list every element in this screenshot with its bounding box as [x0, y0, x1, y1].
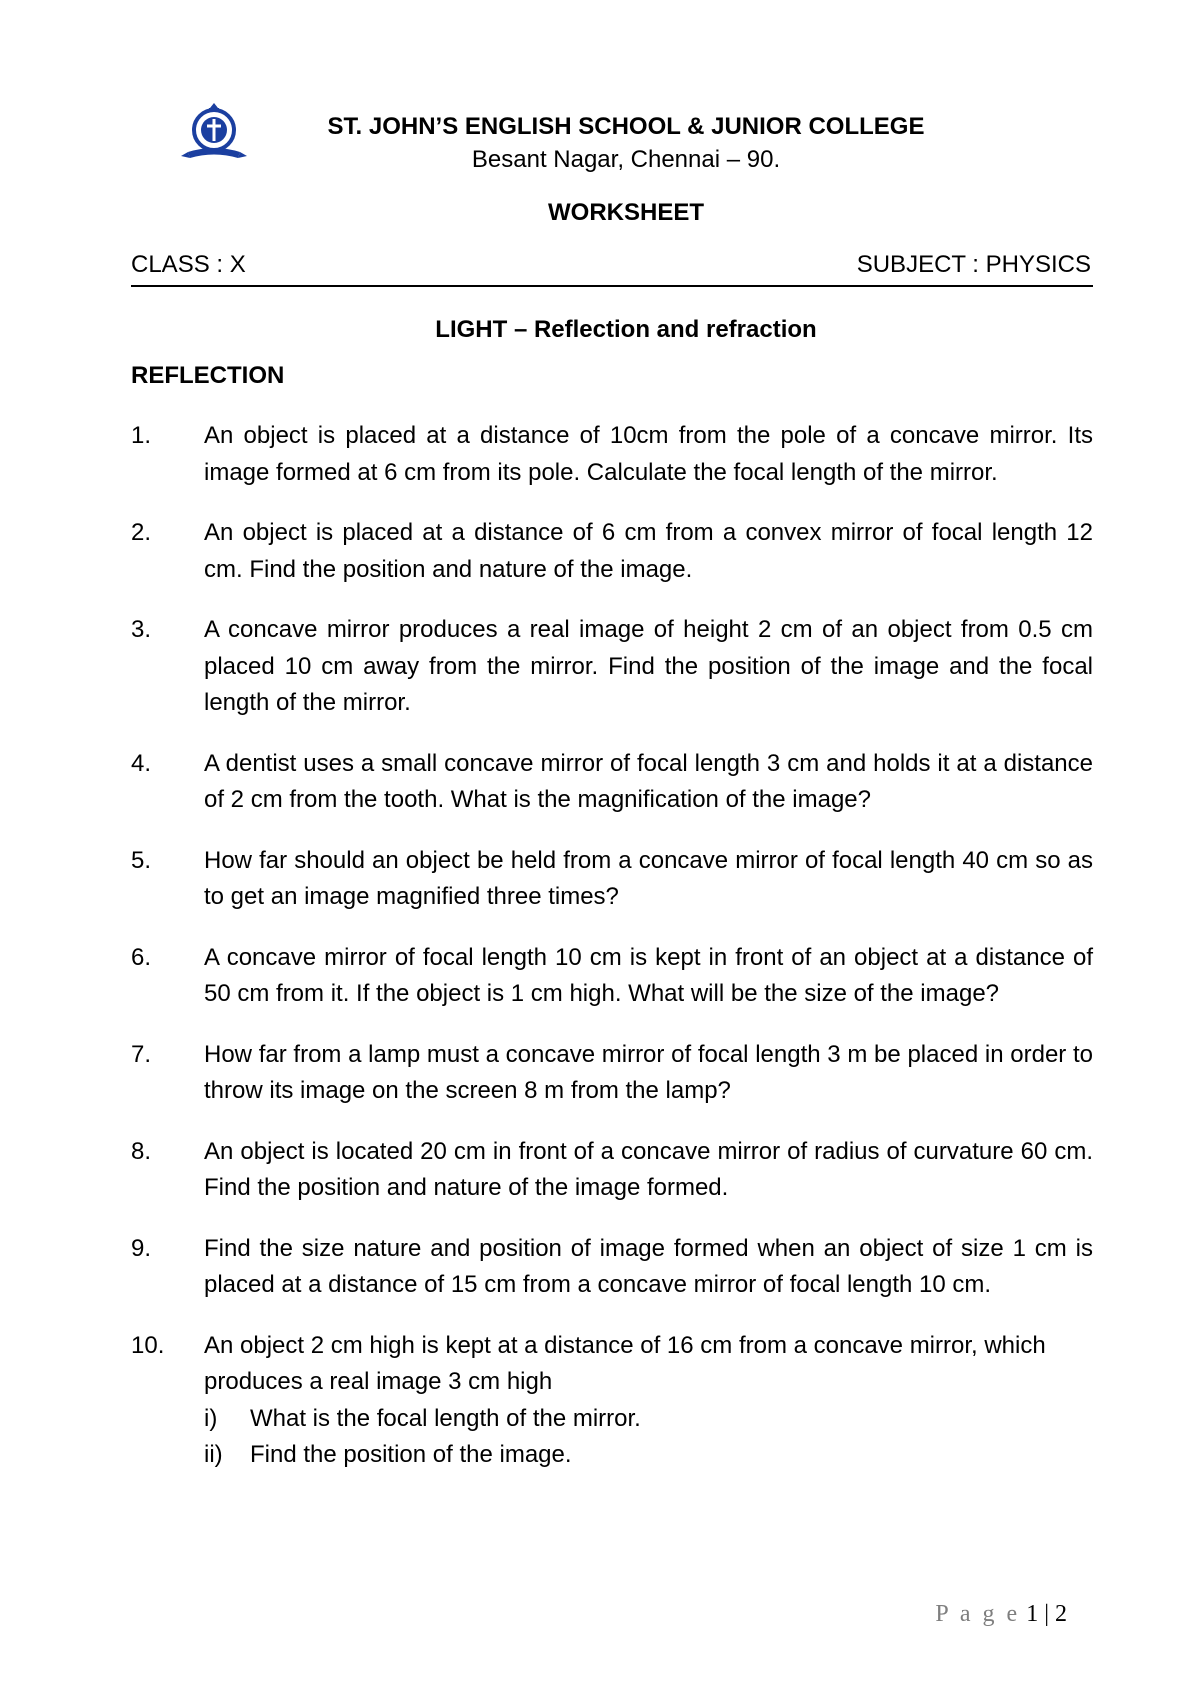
- header-divider: [131, 285, 1093, 287]
- subject-label: SUBJECT : PHYSICS: [856, 251, 1091, 278]
- question-item: [131, 515, 1093, 588]
- class-label: CLASS : X: [131, 251, 246, 278]
- question-item: [131, 612, 1093, 722]
- question-item: [131, 940, 1093, 1013]
- question-number: 7.: [131, 1040, 152, 1068]
- question-text: How far from a lamp must a concave mirror of focal length 3 m be placed in order to throw its image on the screen 8 m from the lamp?: [204, 1040, 1093, 1104]
- sub-question-text: What is the focal length of the mirror.: [250, 1404, 641, 1432]
- question-number: 8.: [131, 1137, 152, 1165]
- question-number: 6.: [131, 943, 152, 971]
- question-text: An object is placed at a distance of 6 cm from a convex mirror of focal length 12 cm. Find the position and nature of the image.: [204, 519, 1093, 583]
- question-item: [131, 746, 1093, 819]
- question-item: [131, 418, 1093, 491]
- section-heading: REFLECTION: [131, 362, 285, 389]
- question-item: [131, 1134, 1093, 1207]
- question-text: An object is located 20 cm in front of a concave mirror of radius of curvature 60 cm. Find the position and nature of the image formed.: [204, 1137, 1093, 1201]
- worksheet-title: WORKSHEET: [548, 199, 704, 226]
- question-list: [131, 418, 1093, 1498]
- question-body: [204, 1328, 1093, 1474]
- question-number: 1.: [131, 422, 152, 449]
- page-footer: [935, 1601, 1067, 1628]
- question-text: An object is placed at a distance of 10cm from the pole of a concave mirror. Its image formed at 6 cm from its pole. Calculate the focal length of the mirror.: [204, 422, 1093, 486]
- question-text: How far should an object be held from a concave mirror of focal length 40 cm so as to get an image magnified three times?: [204, 846, 1093, 910]
- question-number: 4.: [131, 749, 152, 777]
- question-text: Find the size nature and position of image formed when an object of size 1 cm is placed at a distance of 15 cm from a concave mirror of focal length 10 cm.: [204, 1234, 1093, 1298]
- question-text: A dentist uses a small concave mirror of focal length 3 cm and holds it at a distance of 2 cm from the tooth. What is the magnification of the image?: [204, 749, 1093, 813]
- class-subject-row: [131, 251, 1091, 279]
- page-number: 1 | 2: [1026, 1601, 1067, 1627]
- school-address: Besant Nagar, Chennai – 90.: [471, 146, 781, 173]
- question-text: An object 2 cm high is kept at a distance of 16 cm from a concave mirror, which produces a real image 3 cm high: [204, 1331, 1046, 1395]
- page-label: P a g e: [935, 1601, 1021, 1627]
- question-item: [131, 843, 1093, 916]
- question-item: [131, 1328, 1093, 1474]
- question-item: [131, 1037, 1093, 1110]
- sub-question-item: [204, 1437, 1093, 1474]
- question-number: 3.: [131, 616, 152, 643]
- question-text: A concave mirror of focal length 10 cm is kept in front of an object at a distance of 50 cm from it. If the object is 1 cm high. What will be the size of the image?: [204, 943, 1093, 1007]
- sub-question-number: i): [204, 1404, 218, 1432]
- question-number: 9.: [131, 1234, 152, 1262]
- topic-heading: LIGHT – Reflection and refraction: [435, 316, 817, 343]
- question-number: 2.: [131, 519, 152, 546]
- question-item: [131, 1231, 1093, 1304]
- school-name: ST. JOHN’S ENGLISH SCHOOL & JUNIOR COLLEGE: [327, 113, 925, 140]
- question-number: 5.: [131, 846, 152, 874]
- sub-question-item: [204, 1401, 1093, 1438]
- question-number: 10.: [131, 1331, 165, 1359]
- question-text: A concave mirror produces a real image of height 2 cm of an object from 0.5 cm placed 10 cm away from the mirror. Find the position of the image and the focal length of the mirror.: [204, 616, 1093, 716]
- sub-question-number: ii): [204, 1441, 223, 1468]
- sub-question-text: Find the position of the image.: [250, 1441, 572, 1468]
- sub-question-list: [204, 1401, 1093, 1474]
